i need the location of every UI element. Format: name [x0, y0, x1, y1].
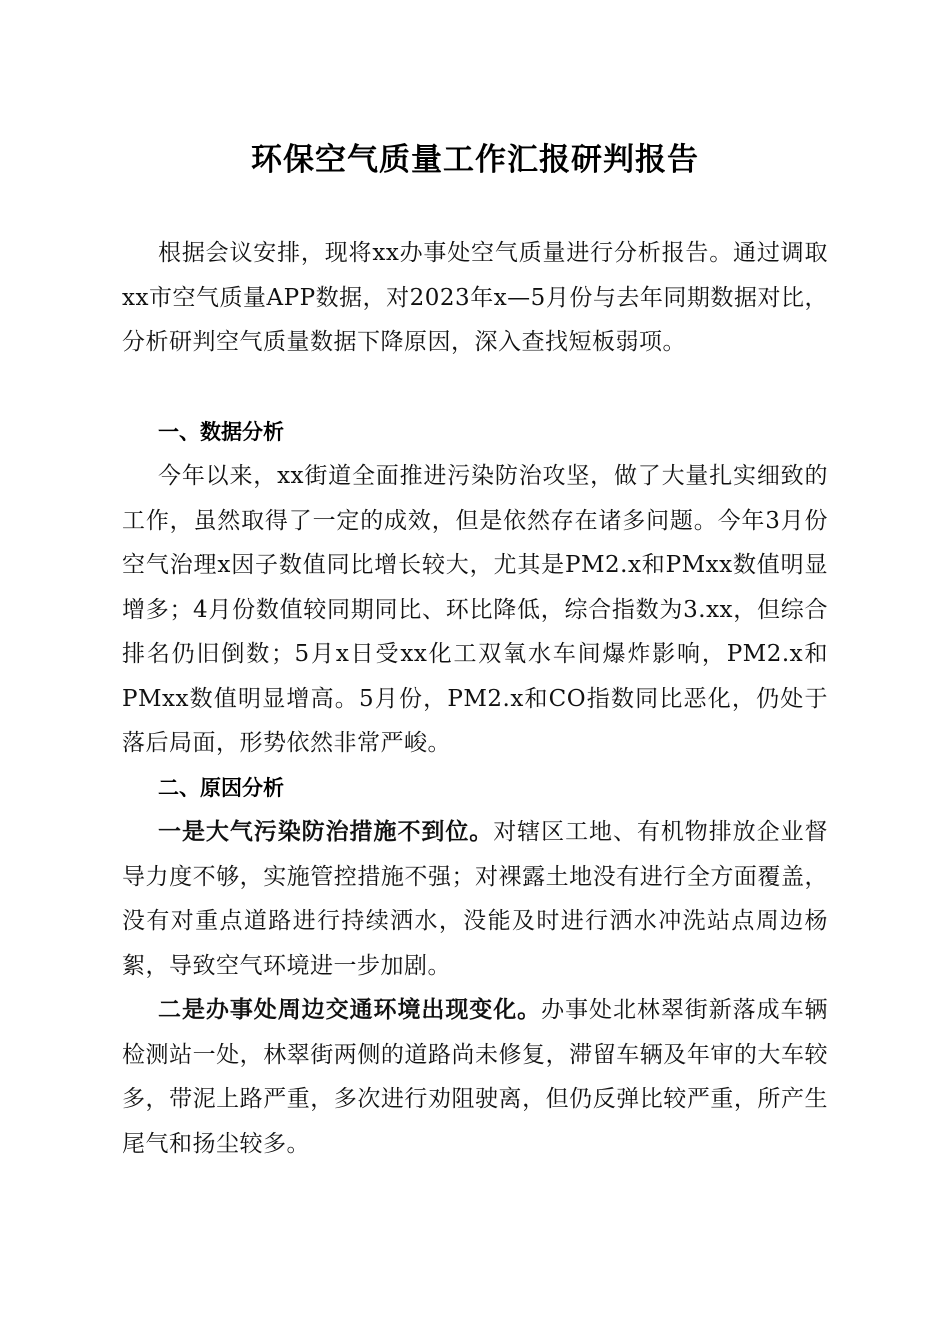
section-heading-cause-analysis: 二、原因分析: [158, 776, 284, 800]
cause-point-one: [122, 810, 828, 988]
cause-point-two: [122, 988, 828, 1166]
data-analysis-paragraph: 今年以来，xx街道全面推进污染防治攻坚，做了大量扎实细致的工作，虽然取得了一定的成效，但是依然存在诸多问题。今年3月份空气治理x因子数值同比增长较大，尤其是PM2.x和PMxx数值明显增多；4月份数值较同期同比、环比降低，综合指数为3.xx，但综合排名仍旧倒数；5月x日受xx化工双氧水车间爆炸影响，PM2.x和PMxx数值明显增高。5月份，PM2.x和CO指数同比恶化，仍处于落后局面，形势依然非常严峻。: [122, 463, 828, 756]
section-heading-data-analysis: 一、数据分析: [158, 420, 284, 444]
cause-point-two-lead: 二是办事处周边交通环境出现变化。: [158, 996, 542, 1023]
cause-point-one-text: 对辖区工地、有机物排放企业督导力度不够，实施管控措施不强；对裸露土地没有进行全方面覆盖，没有对重点道路进行持续洒水，没能及时进行洒水冲洗站点周边杨絮，导致空气环境进一步加剧。: [122, 819, 829, 979]
document-title: 环保空气质量工作汇报研判报告: [251, 142, 699, 178]
cause-point-two-text: 办事处北林翠街新落成车辆检测站一处，林翠街两侧的道路尚未修复，滞留车辆及年审的大车较多，带泥上路严重，多次进行劝阻驶离，但仍反弹比较严重，所产生尾气和扬尘较多。: [122, 997, 829, 1157]
intro-paragraph: 根据会议安排，现将xx办事处空气质量进行分析报告。通过调取xx市空气质量APP数据，对2023年x—5月份与去年同期数据对比，分析研判空气质量数据下降原因，深入查找短板弱项。: [122, 240, 828, 355]
cause-point-one-lead: 一是大气污染防治措施不到位。: [158, 818, 494, 845]
